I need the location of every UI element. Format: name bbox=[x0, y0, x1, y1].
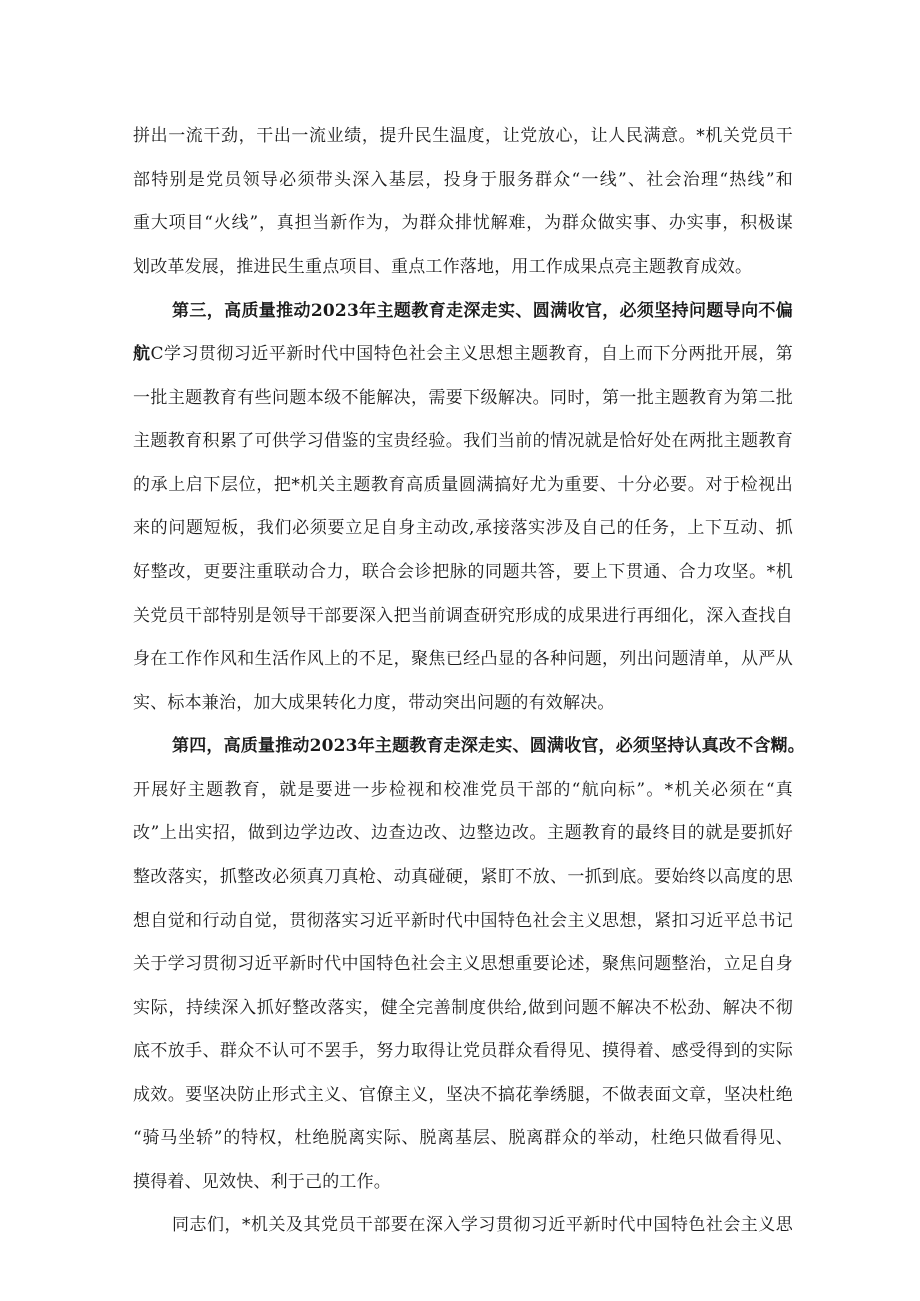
paragraph-2-line-4: 的承上启下层位，把*机关主题教育高质量圆满搞好尤为重要、十分必要。对于检视出 bbox=[133, 475, 793, 495]
paragraph-3-line-9: “骑马坐轿”的特权，杜绝脱离实际、脱离基层、脱离群众的举动，杜绝只做看得见、 bbox=[133, 1128, 793, 1148]
paragraph-3-line-4: 想自觉和行动自觉，贯彻落实习近平新时代中国特色社会主义思想，紧扣习近平总书记 bbox=[133, 911, 793, 931]
paragraph-1-line-4: 划改革发展，推进民生重点项目、重点工作落地，用工作成果点亮主题教育成效。 bbox=[133, 257, 753, 277]
paragraph-1-line-3: 重大项目“火线”，真担当新作为，为群众排忧解难，为群众做实事、办实事，积极谋 bbox=[133, 213, 793, 233]
paragraph-1-line-1: 拼出一流干劲，干出一流业绩，提升民生温度，让党放心，让人民满意。*机关党员干 bbox=[133, 126, 793, 146]
paragraph-2-line-1 bbox=[133, 337, 793, 371]
paragraph-1-line-2: 部特别是党员领导必须带头深入基层，投身于服务群众“一线”、社会治理“热线”和 bbox=[133, 170, 793, 190]
paragraph-3-line-1: 开展好主题教育，就是要进一步检视和校准党员干部的“航向标”。*机关必须在“真 bbox=[133, 780, 793, 800]
paragraph-3-line-10: 摸得着、见效快、利于己的工作。 bbox=[133, 1172, 391, 1192]
paragraph-2-line-2: 一批主题教育有些问题本级不能解决，需要下级解决。同时，第一批主题教育为第二批 bbox=[133, 388, 793, 408]
paragraph-3-line-2: 改”上出实招，做到边学边改、边查边改、边整边改。主题教育的最终目的就是要抓好 bbox=[133, 823, 793, 843]
paragraph-3-line-5: 关于学习贯彻习近平新时代中国特色社会主义思想重要论述，聚焦问题整治，立足自身 bbox=[133, 954, 793, 974]
paragraph-3-line-8: 成效。要坚决防止形式主义、官僚主义，坚决不搞花拳绣腿，不做表面文章，坚决杜绝 bbox=[133, 1085, 793, 1105]
paragraph-2-heading: 第三，高质量推动2023年主题教育走深走实、圆满收官，必须坚持问题导向不偏 bbox=[172, 301, 793, 321]
paragraph-2-line-7: 关党员干部特别是领导干部要深入把当前调查研究形成的成果进行再细化，深入查找自 bbox=[133, 606, 793, 626]
paragraph-2-line-3: 主题教育积累了可供学习借鉴的宝贵经验。我们当前的情况就是恰好处在两批主题教育 bbox=[133, 431, 793, 451]
paragraph-3-line-6: 实际，持续深入抓好整改落实，健全完善制度供给,做到问题不解决不松劲、解决不彻 bbox=[133, 998, 793, 1018]
paragraph-3-line-7: 底不放手、群众不认可不罢手，努力取得让党员群众看得见、摸得着、感受得到的实际 bbox=[133, 1041, 793, 1061]
paragraph-3-line-3: 整改落实，抓整改必须真刀真枪、动真碰硬，紧盯不放、一抓到底。要始终以高度的思 bbox=[133, 867, 793, 887]
paragraph-4-line-1: 同志们，*机关及其党员干部要在深入学习贯彻习近平新时代中国特色社会主义思 bbox=[172, 1215, 793, 1235]
paragraph-2-line-5: 来的问题短板，我们必须要立足自身主动改,承接落实涉及自己的任务，上下互动、抓 bbox=[133, 518, 793, 538]
paragraph-2-heading-end: 航 bbox=[133, 344, 151, 364]
paragraph-3-heading: 第四，高质量推动2023年主题教育走深走实、圆满收官，必须坚持认真改不含糊。 bbox=[172, 736, 805, 756]
paragraph-2-line-8: 身在工作作风和生活作风上的不足，聚焦已经凸显的各种问题，列出问题清单，从严从 bbox=[133, 649, 793, 669]
paragraph-2-line-6: 好整改，更要注重联动合力，联合会诊把脉的同题共答，要上下贯通、合力攻坚。*机 bbox=[133, 562, 793, 582]
paragraph-2-line-1-text: C学习贯彻习近平新时代中国特色社会主义思想主题教育，自上而下分两批开展，第 bbox=[150, 344, 793, 364]
paragraph-2-line-9: 实、标本兼治，加大成果转化力度，带动突出问题的有效解决。 bbox=[133, 693, 615, 713]
